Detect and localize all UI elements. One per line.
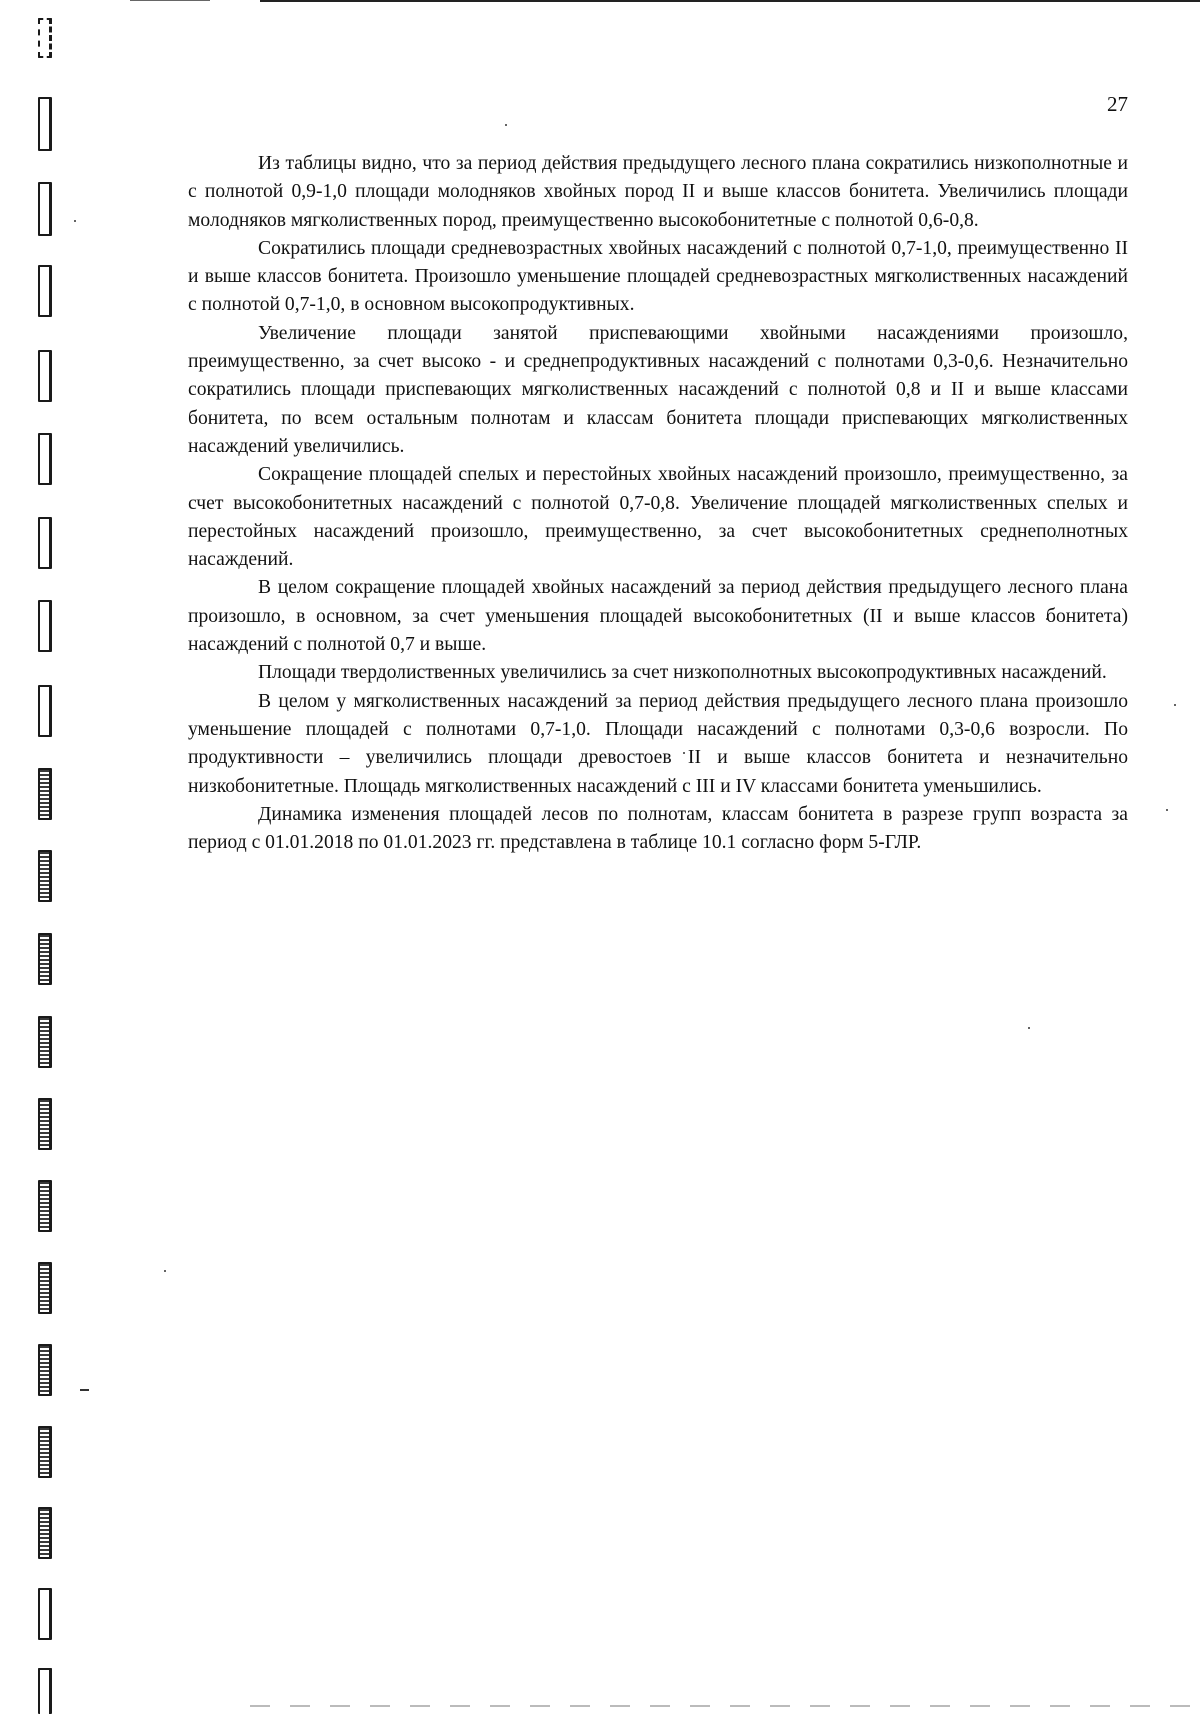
paragraph: Сокращение площадей спелых и перестойных хвойных насаждений произошло, преимущественно, за счет высокобонитетных насаждений с полнотой 0,7-0,8. Увеличение площадей мягколиственных спелых и перестойных насаждений произошло, преимущественно, за счет высокобонитетных среднеполнотных насаждений.: [188, 464, 1128, 571]
scan-top-edge-left: [130, 0, 210, 1]
paragraph: Увеличение площади занятой приспевающими хвойными насаждениями произошло, преимущественно, за счет высоко - и среднепродуктивных насаждений с полнотами 0,3-0,6. Незначительно сократились площади приспевающих мягколиственных насаждений с полнотой 0,8 и II и выше классами бонитета, по всем остальным полнотам и классам бонитета площади приспевающих мягколиственных насаждений увеличились.: [188, 322, 1128, 457]
binding-hole: [38, 1016, 52, 1068]
binding-hole: [38, 1668, 52, 1714]
scan-mark: [80, 1389, 89, 1391]
binding-hole: [38, 182, 52, 236]
paragraph: Динамика изменения площадей лесов по полнотам, классам бонитета в разрезе групп возраста за период с 01.01.2018 по 01.01.2023 гг. представлена в таблице 10.1 согласно форм 5-ГЛР.: [188, 803, 1128, 854]
binding-holes-strip: [34, 0, 64, 1713]
binding-hole: [38, 685, 52, 737]
paragraph: Площади твердолиственных увеличились за счет низкополнотных высокопродуктивных насаждений.: [258, 662, 1107, 684]
paragraph: В целом у мягколиственных насаждений за период действия предыдущего лесного плана произошло уменьшение площадей с полнотами 0,7-1,0. Площади насаждений с полнотами 0,3-0,6 возросли. По продуктивности – увеличились площади древостоев II и выше классов бонитета и незначительно низкобонитетные. Площадь мягколиственных насаждений с III и IV классами бонитета уменьшились.: [188, 690, 1128, 797]
binding-hole: [38, 1588, 52, 1640]
scan-speck: [1166, 809, 1168, 811]
binding-hole: [38, 517, 52, 569]
binding-hole: [38, 265, 52, 317]
binding-hole: [38, 600, 52, 652]
binding-hole: [38, 433, 52, 485]
binding-hole: [38, 850, 52, 902]
binding-hole: [38, 350, 52, 402]
binding-hole: [38, 1507, 52, 1559]
scan-speck: [164, 1270, 166, 1272]
binding-hole: [38, 1262, 52, 1314]
page-number: 27: [1107, 92, 1128, 116]
binding-hole: [38, 933, 52, 985]
paragraph: Из таблицы видно, что за период действия предыдущего лесного плана сократились низкополнотные и с полнотой 0,9-1,0 площади молодняков хвойных пород II и выше классов бонитета. Увеличились площади молодняков мягколиственных пород, преимущественно высокобонитетные с полнотой 0,6-0,8.: [188, 153, 1128, 231]
scan-top-edge: [260, 0, 1200, 2]
paragraph: В целом сокращение площадей хвойных насаждений за период действия предыдущего лесного плана произошло, в основном, за счет уменьшения площадей высокобонитетных (II и выше классов бонитета) насаждений с полнотой 0,7 и выше.: [188, 577, 1128, 656]
binding-hole: [38, 1098, 52, 1150]
scan-bottom-edge: [250, 1705, 1200, 1707]
scan-speck: [1174, 704, 1176, 706]
binding-hole: [38, 18, 52, 58]
binding-hole: [38, 97, 52, 151]
binding-hole: [38, 1344, 52, 1396]
scan-speck: [505, 124, 507, 126]
binding-hole: [38, 768, 52, 820]
paragraph: Сократились площади средневозрастных хвойных насаждений с полнотой 0,7-1,0, преимущественно II и выше классов бонитета. Произошло уменьшение площадей средневозрастных мягколиственных насаждений с полнотой 0,7-1,0, в основном высокопродуктивных.: [188, 237, 1128, 316]
document-body: [188, 150, 1128, 857]
binding-hole: [38, 1180, 52, 1232]
scan-speck: [1028, 1027, 1030, 1029]
scan-speck: [74, 220, 76, 222]
binding-hole: [38, 1426, 52, 1478]
